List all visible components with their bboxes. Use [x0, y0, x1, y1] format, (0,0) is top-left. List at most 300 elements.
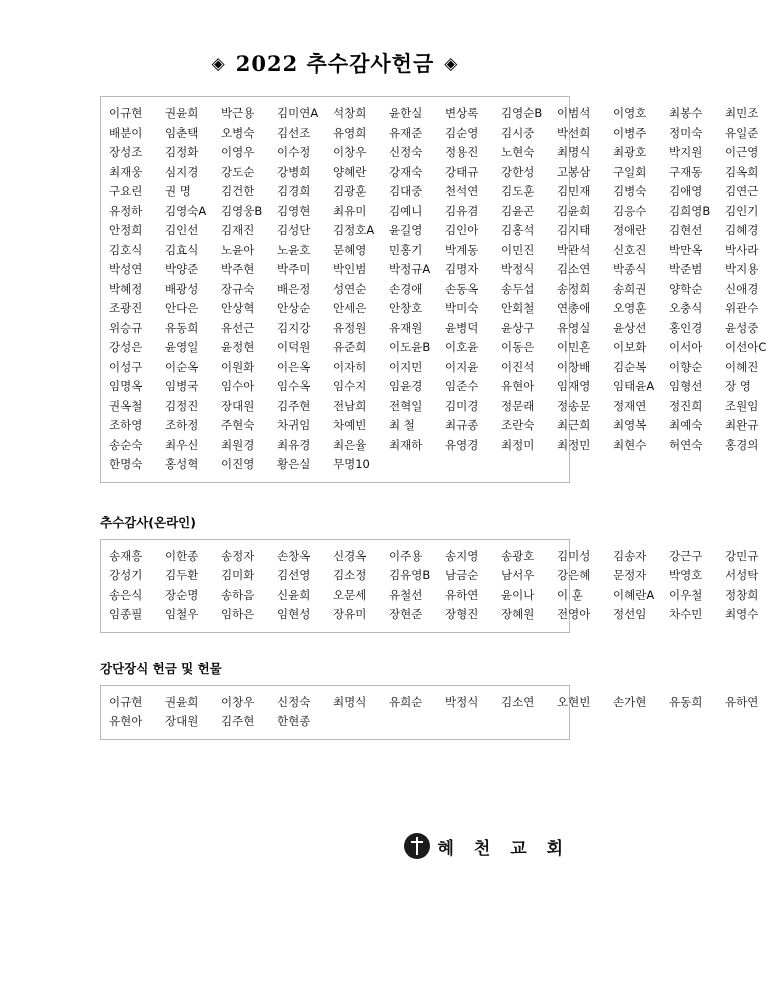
name-cell: 임병국 [165, 379, 199, 393]
name-cell: 안창호 [389, 301, 423, 315]
name-cell: 이병주 [613, 125, 647, 140]
name-cell: 정용진 [445, 145, 479, 159]
name-cell: 정문래 [501, 398, 535, 413]
name-cell: 박지원 [669, 145, 703, 159]
name-cell: 정애란 [613, 223, 647, 237]
name-cell: 최봉수 [669, 106, 703, 120]
name-cell: 이혜란A [613, 587, 655, 602]
name-cell: 조원임 [725, 398, 759, 413]
name-cell: 김두환 [165, 568, 199, 582]
name-cell: 이영우 [221, 145, 255, 159]
name-cell [613, 455, 669, 475]
name-cell: 임명옥 [109, 379, 143, 393]
name-cell: 김시중 [501, 125, 535, 140]
name-cell: 홍경의 [725, 437, 759, 452]
names-row [109, 566, 759, 586]
name-cell: 김광훈 [333, 184, 367, 198]
name-cell: 임수아 [221, 379, 255, 393]
name-cell: 최우신 [165, 437, 199, 452]
names-row [109, 358, 759, 378]
name-cell: 안상혁 [221, 301, 255, 315]
name-cell: 이진석 [501, 359, 535, 374]
church-footer [404, 833, 570, 859]
name-cell [557, 712, 613, 732]
names-row [109, 338, 767, 358]
name-cell: 박양준 [165, 262, 199, 276]
name-cell: 오충식 [669, 301, 703, 315]
name-cell: 서성탁 [725, 568, 759, 582]
name-cell: 이지민 [389, 359, 423, 374]
name-cell: 이덕원 [277, 340, 311, 354]
name-cell: 강재숙 [389, 164, 423, 179]
names-row [109, 202, 759, 222]
name-cell: 박종식 [613, 262, 647, 276]
name-cell: 박주현 [221, 262, 255, 276]
name-cell: 이우철 [669, 587, 703, 602]
name-cell: 이서아 [669, 340, 703, 354]
name-cell: 김인선 [165, 223, 199, 237]
names-row [109, 241, 759, 261]
name-cell: 김소연 [501, 694, 535, 709]
name-cell: 손경애 [389, 281, 423, 296]
name-cell: 구재동 [669, 164, 703, 179]
name-cell: 유하연 [445, 587, 479, 602]
name-cell: 배분이 [109, 125, 143, 140]
name-cell: 유동희 [165, 320, 199, 335]
name-cell: 임수지 [333, 379, 367, 393]
name-cell: 강민규 [725, 548, 759, 563]
name-cell: 김선조 [277, 125, 311, 140]
name-cell: 배은정 [277, 281, 311, 296]
name-cell: 유영경 [445, 437, 479, 452]
names-row [109, 299, 759, 319]
name-cell: 최규종 [445, 418, 479, 432]
name-cell: 김유겸 [445, 203, 479, 218]
name-cell: 강도순 [221, 164, 255, 179]
name-cell: 박주미 [277, 262, 311, 276]
name-cell: 석창희 [333, 106, 367, 120]
name-cell: 권윤희 [165, 106, 199, 120]
name-cell: 강근구 [669, 548, 703, 563]
name-cell: 최원경 [221, 437, 255, 452]
name-cell: 임수옥 [277, 379, 311, 393]
name-cell: 임종필 [109, 607, 143, 621]
name-cell: 최완규 [725, 418, 759, 432]
name-cell: 안회철 [501, 301, 535, 315]
name-cell: 이원화 [221, 359, 255, 374]
name-cell: 김옥희 [725, 164, 759, 179]
name-cell: 유현아 [501, 379, 535, 393]
name-cell: 박인범 [333, 262, 367, 276]
name-cell: 김영현 [277, 203, 311, 218]
name-cell: 유일준 [725, 125, 759, 140]
name-cell: 신경옥 [333, 548, 367, 563]
name-cell: 홍성혁 [165, 457, 199, 471]
name-cell: 노현숙 [501, 145, 535, 159]
name-cell: 박정식 [445, 694, 479, 709]
name-cell: 김소정 [333, 568, 367, 582]
name-cell: 김재진 [221, 223, 255, 237]
diamond-ornament-left: ◈ [211, 54, 226, 74]
name-cell: 최현수 [613, 437, 647, 452]
name-cell: 안정희 [109, 223, 143, 237]
name-cell: 강병희 [277, 164, 311, 179]
names-row [109, 605, 759, 625]
name-cell: 양혜란 [333, 164, 367, 179]
online-names-box [100, 539, 759, 633]
name-cell: 연총애 [557, 301, 591, 315]
name-cell: 윤정현 [221, 340, 255, 354]
name-cell: 장대원 [165, 714, 199, 728]
name-cell: 이성구 [109, 359, 143, 374]
names-row [109, 182, 759, 202]
name-cell: 김소연 [557, 262, 591, 276]
name-cell: 최 철 [389, 418, 415, 432]
name-cell: 정진희 [669, 398, 703, 413]
name-cell: 강성은 [109, 340, 143, 354]
name-cell: 김경희 [277, 184, 311, 198]
name-cell: 황은실 [277, 457, 311, 471]
name-cell: 이도윤B [389, 340, 431, 354]
name-cell: 윤병덕 [445, 320, 479, 335]
names-row [109, 547, 759, 567]
names-row [109, 397, 759, 417]
names-row [109, 712, 563, 732]
name-cell [445, 455, 501, 475]
name-cell: 유재원 [389, 320, 423, 335]
church-cross-logo-icon [404, 833, 430, 859]
name-cell: 이자히 [333, 359, 367, 374]
name-cell: 장순명 [165, 587, 199, 602]
name-cell: 심지경 [165, 164, 199, 179]
name-cell: 양학순 [669, 281, 703, 296]
name-cell: 이규현 [109, 694, 143, 709]
main-names-box [100, 96, 767, 483]
name-cell [501, 712, 557, 732]
name-cell: 정송문 [557, 398, 591, 413]
name-cell: 김주현 [221, 714, 255, 728]
altar-section-heading: 강단장식 헌금 및 헌물 [100, 660, 222, 676]
name-cell: 최명식 [333, 694, 367, 709]
name-cell: 홍인경 [669, 320, 703, 335]
name-cell: 장규숙 [221, 281, 255, 296]
name-cell: 박정규A [389, 262, 431, 276]
name-cell: 이혜진 [725, 359, 759, 374]
name-cell: 박성연 [109, 262, 143, 276]
name-cell: 정재연 [613, 398, 647, 413]
name-cell: 김미연A [277, 106, 319, 120]
name-cell: 구요린 [109, 184, 143, 198]
name-cell: 김예니 [389, 203, 423, 218]
name-cell: 강한성 [501, 164, 535, 179]
name-cell: 전혁일 [389, 398, 423, 413]
name-cell: 김지강 [277, 320, 311, 335]
name-cell: 임철우 [165, 607, 199, 621]
name-cell: 윤한실 [389, 106, 423, 120]
name-cell: 권옥철 [109, 398, 143, 413]
name-cell: 유희순 [389, 694, 423, 709]
name-cell: 송순숙 [109, 437, 143, 452]
name-cell: 손창옥 [277, 548, 311, 563]
name-cell: 박혜정 [109, 281, 143, 296]
diamond-ornament-right: ◈ [444, 54, 459, 74]
names-row [109, 455, 563, 475]
name-cell: 최민조 [725, 106, 759, 120]
name-cell: 이범석 [557, 106, 591, 120]
name-cell: 김성단 [277, 223, 311, 237]
name-cell: 최정민 [557, 437, 591, 452]
name-cell: 박근용 [221, 106, 255, 120]
name-cell: 김호식 [109, 242, 143, 257]
name-cell: 김유영B [389, 568, 431, 582]
name-cell [389, 712, 445, 732]
name-cell: 유재준 [389, 125, 423, 140]
name-cell: 박영호 [669, 568, 703, 582]
name-cell: 장현준 [389, 607, 423, 621]
name-cell: 김영웅B [221, 203, 263, 218]
name-cell: 오병숙 [221, 125, 255, 140]
name-cell: 김인아 [445, 223, 479, 237]
names-row [109, 436, 759, 456]
name-cell: 김영순B [501, 106, 543, 120]
name-cell: 이민진 [501, 242, 535, 257]
name-cell: 전영아 [557, 607, 591, 621]
name-cell: 안세은 [333, 301, 367, 315]
name-cell: 최유미 [333, 203, 367, 218]
name-cell: 최은율 [333, 437, 367, 452]
names-row [109, 416, 759, 436]
name-cell: 이민혼 [557, 340, 591, 354]
name-cell: 한명숙 [109, 457, 143, 471]
name-cell: 윤상구 [501, 320, 535, 335]
name-cell: 김혜경 [725, 223, 759, 237]
name-cell [389, 455, 445, 475]
name-cell: 유하연 [725, 694, 759, 709]
name-cell: 문정자 [613, 568, 647, 582]
name-cell: 손가현 [613, 694, 647, 709]
name-cell: 유동희 [669, 694, 703, 709]
name-cell: 박관석 [557, 242, 591, 257]
name-cell: 남서우 [501, 568, 535, 582]
names-row [109, 586, 759, 606]
name-cell: 이보화 [613, 340, 647, 354]
name-cell: 안다은 [165, 301, 199, 315]
name-cell: 최명식 [557, 145, 591, 159]
name-cell: 성연순 [333, 281, 367, 296]
name-cell: 김주현 [277, 398, 311, 413]
name-cell: 송하음 [221, 587, 255, 602]
name-cell: 이순옥 [165, 359, 199, 374]
names-row [109, 260, 759, 280]
name-cell: 배광성 [165, 281, 199, 296]
name-cell: 임윤경 [389, 379, 423, 393]
name-cell: 남금순 [445, 568, 479, 582]
name-cell: 이향순 [669, 359, 703, 374]
name-cell: 송지영 [445, 548, 479, 563]
name-cell: 김영숙A [165, 203, 207, 218]
name-cell: 신윤희 [277, 587, 311, 602]
name-cell: 최영수 [725, 607, 759, 621]
name-cell: 민홍기 [389, 242, 423, 257]
name-cell: 윤상선 [613, 320, 647, 335]
name-cell: 김병숙 [613, 184, 647, 198]
name-cell: 김윤희 [557, 203, 591, 218]
names-row [109, 124, 759, 144]
name-cell: 조하영 [109, 418, 143, 432]
name-cell: 송은식 [109, 587, 143, 602]
name-cell: 김정진 [165, 398, 199, 413]
name-cell [501, 455, 557, 475]
name-cell: 송정자 [221, 548, 255, 563]
names-row [109, 104, 759, 124]
name-cell: 김인기 [725, 203, 759, 218]
names-row [109, 163, 759, 183]
name-cell: 김지태 [557, 223, 591, 237]
name-cell: 김명자 [445, 262, 479, 276]
name-cell: 강태규 [445, 164, 479, 179]
name-cell: 노윤호 [277, 242, 311, 257]
name-cell: 이호윤 [445, 340, 479, 354]
name-cell: 송두섭 [501, 281, 535, 296]
name-cell: 김미화 [221, 568, 255, 582]
names-row [109, 143, 759, 163]
name-cell: 임현성 [277, 607, 311, 621]
name-cell: 변상록 [445, 106, 479, 120]
name-cell: 정창희 [725, 587, 759, 602]
name-cell: 강성기 [109, 568, 143, 582]
name-cell: 김순영 [445, 125, 479, 140]
name-cell: 최재웅 [109, 164, 143, 179]
name-cell: 정미숙 [669, 125, 703, 140]
name-cell: 허연숙 [669, 437, 703, 452]
name-cell: 김선영 [277, 568, 311, 582]
name-cell: 신애경 [725, 281, 759, 296]
page-title [0, 48, 670, 78]
name-cell: 권 명 [165, 184, 191, 198]
name-cell: 김정화 [165, 145, 199, 159]
name-cell: 김애영 [669, 184, 703, 198]
names-row [109, 280, 759, 300]
altar-names-box [100, 685, 759, 740]
name-cell: 강은혜 [557, 568, 591, 582]
name-cell: 김홍석 [501, 223, 535, 237]
name-cell: 이주용 [389, 548, 423, 563]
name-cell: 김연근 [725, 184, 759, 198]
name-cell: 이지윤 [445, 359, 479, 374]
name-cell [445, 712, 501, 732]
name-cell: 유정원 [333, 320, 367, 335]
name-cell: 유영희 [333, 125, 367, 140]
name-cell: 송희권 [613, 281, 647, 296]
document-page [0, 48, 767, 999]
name-cell: 정선임 [613, 607, 647, 621]
name-cell: 김희영B [669, 203, 711, 218]
name-cell: 안상순 [277, 301, 311, 315]
name-cell: 최정미 [501, 437, 535, 452]
name-cell: 신정숙 [277, 694, 311, 709]
name-cell: 김순복 [613, 359, 647, 374]
name-cell: 송재흥 [109, 548, 143, 563]
name-cell: 유정하 [109, 203, 143, 218]
names-row [109, 221, 759, 241]
names-row [109, 377, 751, 397]
name-cell: 신호진 [613, 242, 647, 257]
name-cell: 임형선 [669, 379, 703, 393]
name-cell: 박정식 [501, 262, 535, 276]
name-cell: 권윤희 [165, 694, 199, 709]
name-cell: 박준범 [669, 262, 703, 276]
name-cell: 이동은 [501, 340, 535, 354]
name-cell: 이규현 [109, 106, 143, 120]
name-cell: 김도훈 [501, 184, 535, 198]
name-cell [333, 712, 389, 732]
name-cell: 이선아C [725, 340, 767, 354]
name-cell: 조하정 [165, 418, 199, 432]
name-cell: 윤영일 [165, 340, 199, 354]
name-cell: 박사라 [725, 242, 759, 257]
name-cell: 김정호A [333, 223, 375, 237]
name-cell: 임재영 [557, 379, 591, 393]
name-cell: 김송자 [613, 548, 647, 563]
name-cell: 임춘택 [165, 125, 199, 140]
name-cell: 문혜영 [333, 242, 367, 257]
name-cell: 이진영 [221, 457, 255, 471]
name-cell: 이창우 [221, 694, 255, 709]
name-cell [725, 455, 781, 475]
name-cell: 최영복 [613, 418, 647, 432]
name-cell: 김건한 [221, 184, 255, 198]
name-cell: 차예빈 [333, 418, 367, 432]
name-cell: 김민재 [557, 184, 591, 198]
name-cell: 이근영 [725, 145, 759, 159]
name-cell: 이창배 [557, 359, 591, 374]
name-cell: 김윤곤 [501, 203, 535, 218]
name-cell [557, 455, 613, 475]
name-cell: 임준수 [445, 379, 479, 393]
name-cell: 최근희 [557, 418, 591, 432]
name-cell: 장유미 [333, 607, 367, 621]
name-cell: 한현종 [277, 714, 311, 728]
name-cell: 장혜원 [501, 607, 535, 621]
church-name: 혜 천 교 회 [437, 838, 570, 859]
name-cell: 최유경 [277, 437, 311, 452]
name-cell [669, 712, 725, 732]
name-cell: 차귀임 [277, 418, 311, 432]
name-cell: 김미경 [445, 398, 479, 413]
name-cell: 윤성중 [725, 320, 759, 335]
name-cell: 전남희 [333, 398, 367, 413]
name-cell: 오영훈 [613, 301, 647, 315]
names-row [109, 319, 759, 339]
name-cell: 박지용 [725, 262, 759, 276]
name-cell: 송광호 [501, 548, 535, 563]
name-cell: 장형진 [445, 607, 479, 621]
name-cell: 임태윤A [613, 379, 655, 393]
name-cell: 유선근 [221, 320, 255, 335]
name-cell: 이창우 [333, 145, 367, 159]
name-cell: 최예숙 [669, 418, 703, 432]
name-cell: 조란숙 [501, 418, 535, 432]
name-cell: 김응수 [613, 203, 647, 218]
name-cell: 주현숙 [221, 418, 255, 432]
name-cell: 유철선 [389, 587, 423, 602]
name-cell: 최광호 [613, 145, 647, 159]
online-section-heading: 추수감사(온라인) [100, 514, 196, 530]
name-cell: 노윤아 [221, 242, 255, 257]
name-cell: 위관수 [725, 301, 759, 315]
name-cell [669, 455, 725, 475]
name-cell: 최재하 [389, 437, 423, 452]
